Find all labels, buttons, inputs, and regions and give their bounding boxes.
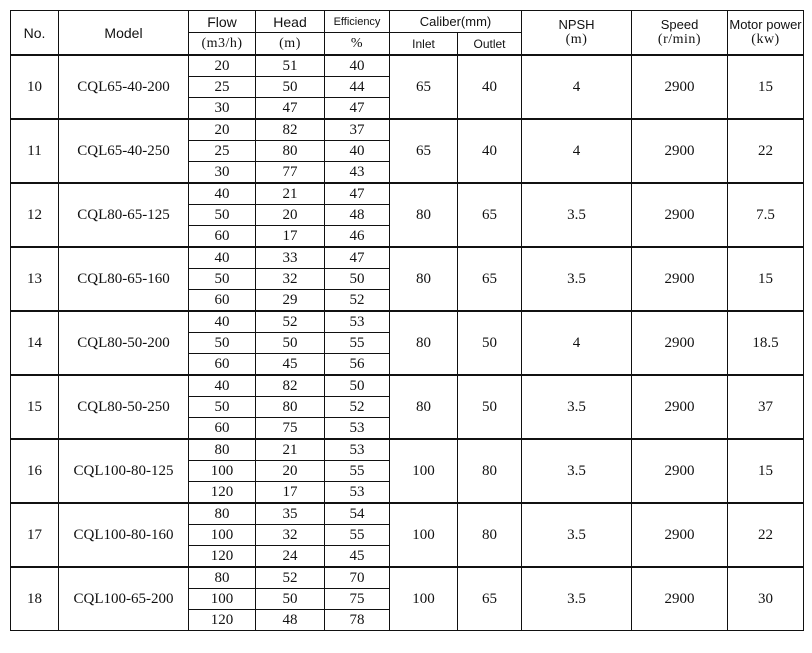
flow-value: 50 xyxy=(189,269,256,290)
npsh-value: 4 xyxy=(522,119,632,183)
head-value: 80 xyxy=(256,397,325,418)
flow-value: 100 xyxy=(189,461,256,482)
row-model: CQL100-80-125 xyxy=(59,439,189,503)
speed-value: 2900 xyxy=(632,183,728,247)
efficiency-value: 52 xyxy=(325,397,390,418)
inlet-value: 80 xyxy=(390,183,458,247)
flow-value: 120 xyxy=(189,610,256,631)
header-npsh-unit: (m) xyxy=(565,32,588,47)
speed-value: 2900 xyxy=(632,119,728,183)
efficiency-value: 50 xyxy=(325,269,390,290)
efficiency-value: 44 xyxy=(325,77,390,98)
flow-value: 20 xyxy=(189,119,256,141)
flow-value: 100 xyxy=(189,589,256,610)
inlet-value: 65 xyxy=(390,119,458,183)
npsh-value: 3.5 xyxy=(522,375,632,439)
header-head-unit: (m) xyxy=(256,33,325,56)
flow-value: 40 xyxy=(189,183,256,205)
row-no: 16 xyxy=(11,439,59,503)
header-flow: Flow xyxy=(189,11,256,33)
table-row xyxy=(11,439,804,461)
head-value: 77 xyxy=(256,162,325,184)
header-speed-cell xyxy=(632,11,728,56)
flow-value: 80 xyxy=(189,439,256,461)
outlet-value: 50 xyxy=(458,311,522,375)
efficiency-value: 46 xyxy=(325,226,390,248)
flow-value: 80 xyxy=(189,567,256,589)
npsh-value: 3.5 xyxy=(522,247,632,311)
flow-value: 60 xyxy=(189,354,256,376)
pump-spec-table xyxy=(10,10,804,631)
table-row xyxy=(11,311,804,333)
pump-spec-table-wrapper xyxy=(10,10,804,631)
row-no: 11 xyxy=(11,119,59,183)
flow-value: 30 xyxy=(189,98,256,120)
head-value: 50 xyxy=(256,589,325,610)
flow-value: 40 xyxy=(189,247,256,269)
table-body xyxy=(11,11,804,631)
table-row xyxy=(11,183,804,205)
row-model: CQL80-50-200 xyxy=(59,311,189,375)
head-value: 21 xyxy=(256,183,325,205)
row-model: CQL80-65-125 xyxy=(59,183,189,247)
inlet-value: 100 xyxy=(390,439,458,503)
head-value: 17 xyxy=(256,226,325,248)
motor-power-value: 30 xyxy=(728,567,804,631)
npsh-value: 4 xyxy=(522,55,632,119)
efficiency-value: 47 xyxy=(325,98,390,120)
efficiency-value: 70 xyxy=(325,567,390,589)
head-value: 32 xyxy=(256,269,325,290)
header-speed: Speed xyxy=(660,17,699,32)
outlet-value: 65 xyxy=(458,247,522,311)
inlet-value: 80 xyxy=(390,247,458,311)
row-no: 13 xyxy=(11,247,59,311)
npsh-value: 3.5 xyxy=(522,183,632,247)
efficiency-value: 53 xyxy=(325,482,390,504)
head-value: 29 xyxy=(256,290,325,312)
row-no: 14 xyxy=(11,311,59,375)
efficiency-value: 53 xyxy=(325,418,390,440)
header-row-1 xyxy=(11,11,804,33)
npsh-value: 3.5 xyxy=(522,567,632,631)
npsh-value: 4 xyxy=(522,311,632,375)
head-value: 82 xyxy=(256,375,325,397)
header-flow-unit: (m3/h) xyxy=(189,33,256,56)
efficiency-value: 55 xyxy=(325,333,390,354)
efficiency-value: 53 xyxy=(325,439,390,461)
flow-value: 60 xyxy=(189,290,256,312)
header-no: No. xyxy=(11,11,59,56)
efficiency-value: 54 xyxy=(325,503,390,525)
npsh-value: 3.5 xyxy=(522,439,632,503)
flow-value: 50 xyxy=(189,397,256,418)
efficiency-value: 53 xyxy=(325,311,390,333)
outlet-value: 80 xyxy=(458,439,522,503)
flow-value: 60 xyxy=(189,418,256,440)
motor-power-value: 15 xyxy=(728,247,804,311)
head-value: 20 xyxy=(256,205,325,226)
row-no: 18 xyxy=(11,567,59,631)
efficiency-value: 48 xyxy=(325,205,390,226)
row-no: 12 xyxy=(11,183,59,247)
header-head: Head xyxy=(256,11,325,33)
header-motor-power: Motor power xyxy=(729,17,802,32)
head-value: 35 xyxy=(256,503,325,525)
flow-value: 20 xyxy=(189,55,256,77)
inlet-value: 65 xyxy=(390,55,458,119)
flow-value: 25 xyxy=(189,141,256,162)
head-value: 33 xyxy=(256,247,325,269)
head-value: 32 xyxy=(256,525,325,546)
speed-value: 2900 xyxy=(632,55,728,119)
flow-value: 40 xyxy=(189,311,256,333)
inlet-value: 80 xyxy=(390,311,458,375)
flow-value: 120 xyxy=(189,546,256,568)
speed-value: 2900 xyxy=(632,503,728,567)
head-value: 20 xyxy=(256,461,325,482)
flow-value: 40 xyxy=(189,375,256,397)
table-row xyxy=(11,375,804,397)
inlet-value: 80 xyxy=(390,375,458,439)
head-value: 48 xyxy=(256,610,325,631)
head-value: 45 xyxy=(256,354,325,376)
efficiency-value: 43 xyxy=(325,162,390,184)
header-model: Model xyxy=(59,11,189,56)
row-model: CQL80-65-160 xyxy=(59,247,189,311)
row-no: 17 xyxy=(11,503,59,567)
efficiency-value: 47 xyxy=(325,247,390,269)
efficiency-value: 52 xyxy=(325,290,390,312)
header-outlet: Outlet xyxy=(458,33,522,56)
efficiency-value: 55 xyxy=(325,461,390,482)
head-value: 52 xyxy=(256,311,325,333)
flow-value: 50 xyxy=(189,205,256,226)
flow-value: 25 xyxy=(189,77,256,98)
table-row xyxy=(11,567,804,589)
head-value: 52 xyxy=(256,567,325,589)
flow-value: 120 xyxy=(189,482,256,504)
flow-value: 80 xyxy=(189,503,256,525)
table-row xyxy=(11,55,804,77)
outlet-value: 65 xyxy=(458,567,522,631)
header-efficiency: Efficiency xyxy=(325,11,390,33)
outlet-value: 65 xyxy=(458,183,522,247)
head-value: 50 xyxy=(256,333,325,354)
outlet-value: 40 xyxy=(458,55,522,119)
inlet-value: 100 xyxy=(390,567,458,631)
row-model: CQL100-80-160 xyxy=(59,503,189,567)
outlet-value: 80 xyxy=(458,503,522,567)
motor-power-value: 37 xyxy=(728,375,804,439)
header-efficiency-unit: % xyxy=(325,33,390,56)
head-value: 50 xyxy=(256,77,325,98)
row-model: CQL65-40-200 xyxy=(59,55,189,119)
header-caliber: Caliber(mm) xyxy=(390,11,522,33)
efficiency-value: 47 xyxy=(325,183,390,205)
head-value: 80 xyxy=(256,141,325,162)
row-model: CQL65-40-250 xyxy=(59,119,189,183)
efficiency-value: 56 xyxy=(325,354,390,376)
flow-value: 30 xyxy=(189,162,256,184)
speed-value: 2900 xyxy=(632,439,728,503)
head-value: 75 xyxy=(256,418,325,440)
speed-value: 2900 xyxy=(632,311,728,375)
row-no: 10 xyxy=(11,55,59,119)
speed-value: 2900 xyxy=(632,567,728,631)
header-speed-unit: (r/min) xyxy=(657,32,702,47)
header-inlet: Inlet xyxy=(390,33,458,56)
efficiency-value: 40 xyxy=(325,55,390,77)
inlet-value: 100 xyxy=(390,503,458,567)
motor-power-value: 7.5 xyxy=(728,183,804,247)
outlet-value: 50 xyxy=(458,375,522,439)
header-motor-power-cell xyxy=(728,11,804,56)
header-npsh: NPSH xyxy=(558,17,595,32)
row-no: 15 xyxy=(11,375,59,439)
head-value: 24 xyxy=(256,546,325,568)
motor-power-value: 15 xyxy=(728,439,804,503)
table-row xyxy=(11,247,804,269)
npsh-value: 3.5 xyxy=(522,503,632,567)
header-motor-power-unit: (kw) xyxy=(751,32,780,47)
efficiency-value: 75 xyxy=(325,589,390,610)
efficiency-value: 78 xyxy=(325,610,390,631)
table-row xyxy=(11,503,804,525)
motor-power-value: 18.5 xyxy=(728,311,804,375)
head-value: 21 xyxy=(256,439,325,461)
header-npsh-cell xyxy=(522,11,632,56)
motor-power-value: 15 xyxy=(728,55,804,119)
head-value: 51 xyxy=(256,55,325,77)
flow-value: 60 xyxy=(189,226,256,248)
motor-power-value: 22 xyxy=(728,503,804,567)
speed-value: 2900 xyxy=(632,375,728,439)
speed-value: 2900 xyxy=(632,247,728,311)
efficiency-value: 40 xyxy=(325,141,390,162)
head-value: 82 xyxy=(256,119,325,141)
head-value: 47 xyxy=(256,98,325,120)
flow-value: 100 xyxy=(189,525,256,546)
efficiency-value: 45 xyxy=(325,546,390,568)
head-value: 17 xyxy=(256,482,325,504)
row-model: CQL100-65-200 xyxy=(59,567,189,631)
flow-value: 50 xyxy=(189,333,256,354)
outlet-value: 40 xyxy=(458,119,522,183)
efficiency-value: 50 xyxy=(325,375,390,397)
row-model: CQL80-50-250 xyxy=(59,375,189,439)
efficiency-value: 55 xyxy=(325,525,390,546)
motor-power-value: 22 xyxy=(728,119,804,183)
table-row xyxy=(11,119,804,141)
efficiency-value: 37 xyxy=(325,119,390,141)
